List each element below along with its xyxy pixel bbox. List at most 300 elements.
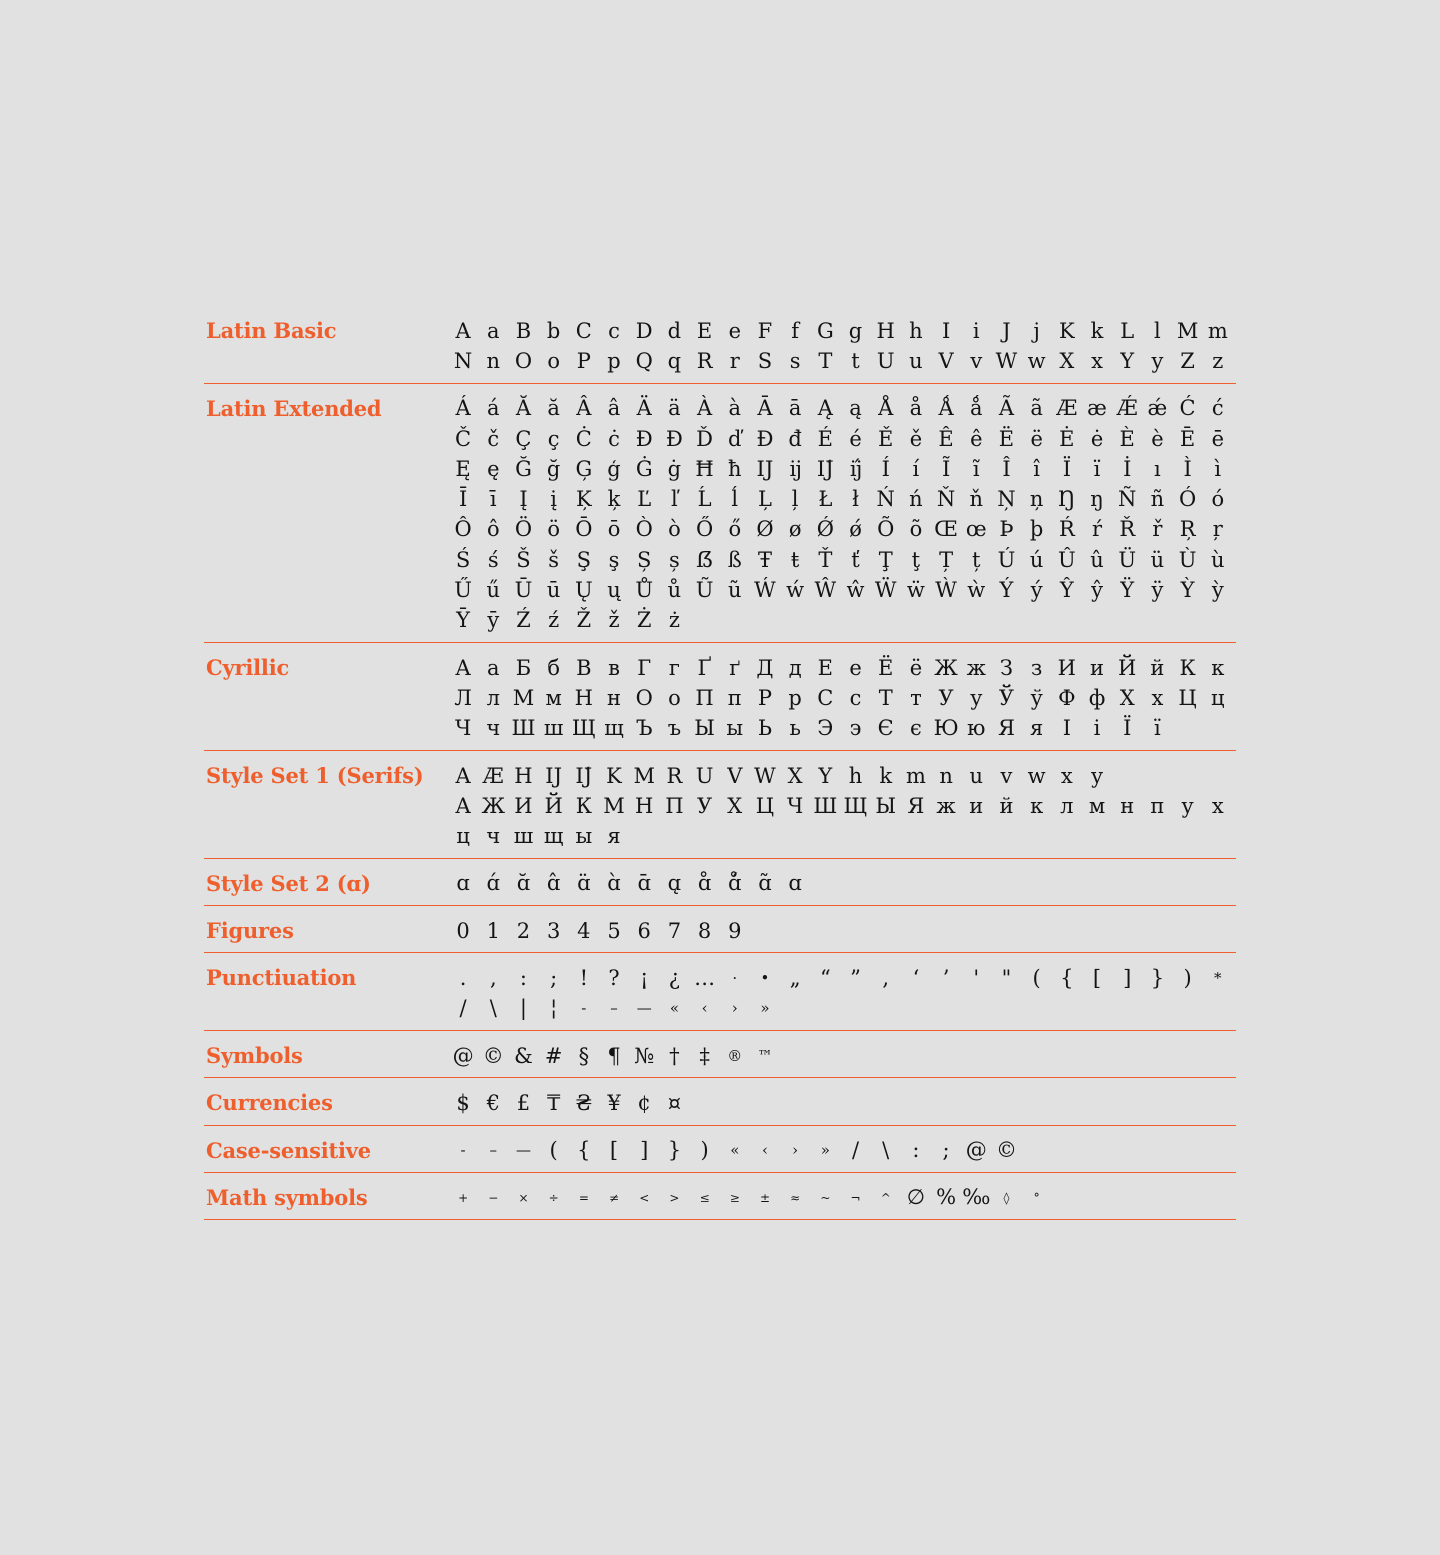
glyph: U bbox=[695, 763, 714, 788]
glyph: ċ bbox=[608, 426, 620, 451]
glyph: 5 bbox=[607, 918, 621, 943]
glyph: } bbox=[1150, 965, 1165, 990]
section-label: Figures bbox=[206, 918, 294, 944]
glyph: M bbox=[1176, 318, 1199, 343]
glyph: Ц bbox=[755, 793, 775, 818]
glyph: : bbox=[519, 965, 527, 990]
glyph: Ì bbox=[1183, 456, 1192, 481]
glyph: ь bbox=[789, 716, 801, 741]
glyph: Î bbox=[1002, 456, 1011, 481]
glyph: Ō bbox=[575, 517, 593, 542]
glyph: – bbox=[610, 999, 618, 1018]
glyph: Ё bbox=[878, 655, 894, 680]
glyph: { bbox=[1060, 965, 1074, 990]
glyph: % bbox=[936, 1185, 957, 1210]
glyph: К bbox=[575, 793, 592, 818]
glyph: V bbox=[727, 763, 743, 788]
glyph: я bbox=[607, 824, 621, 849]
glyph: ŗ bbox=[1212, 517, 1223, 542]
glyph: ◊ bbox=[1003, 1190, 1010, 1205]
glyph: › bbox=[731, 999, 738, 1018]
glyph: Д bbox=[756, 655, 774, 680]
glyph: ÷ bbox=[548, 1190, 559, 1205]
glyph: Ö bbox=[514, 517, 533, 542]
glyph: ŵ bbox=[846, 578, 865, 603]
glyph: Ľ bbox=[637, 487, 652, 512]
section-style-set-1-serifs bbox=[204, 751, 1236, 859]
glyph: ĳ bbox=[789, 456, 801, 481]
glyph: á bbox=[487, 396, 500, 421]
glyph: ш bbox=[543, 716, 564, 741]
glyph: ₴ bbox=[575, 1090, 593, 1115]
glyph: ê bbox=[970, 426, 983, 451]
glyph: Э bbox=[817, 716, 834, 741]
glyph: й bbox=[999, 793, 1014, 818]
glyph: « bbox=[730, 1141, 740, 1160]
glyph: đ bbox=[788, 426, 802, 451]
glyph: É bbox=[817, 426, 834, 451]
glyph: ɑ̊́ bbox=[728, 871, 742, 896]
glyph: я bbox=[1030, 716, 1044, 741]
glyph: ż bbox=[668, 608, 680, 633]
glyph: К bbox=[1179, 655, 1196, 680]
glyph: D bbox=[635, 318, 653, 343]
glyph-grid bbox=[448, 963, 1236, 1024]
glyph: A bbox=[455, 763, 471, 788]
glyph: ] bbox=[1123, 965, 1132, 990]
glyph: Ї bbox=[1123, 716, 1132, 741]
glyph: H bbox=[514, 763, 533, 788]
glyph: Ф bbox=[1058, 685, 1076, 710]
glyph: ß bbox=[727, 547, 742, 572]
glyph: I bbox=[941, 318, 951, 343]
glyph: Я bbox=[997, 716, 1015, 741]
glyph: ¬ bbox=[850, 1190, 861, 1205]
glyph: . bbox=[459, 965, 467, 990]
glyph: v bbox=[1000, 763, 1013, 788]
glyph: à bbox=[728, 396, 742, 421]
glyph: 8 bbox=[697, 918, 712, 943]
glyph: … bbox=[694, 965, 716, 990]
glyph: U bbox=[876, 348, 895, 373]
section-label: Currencies bbox=[206, 1090, 333, 1116]
glyph: W bbox=[995, 348, 1018, 373]
glyph: Ŷ bbox=[1059, 578, 1074, 603]
glyph: Ў bbox=[998, 685, 1015, 710]
glyph: Ř bbox=[1119, 517, 1136, 542]
glyph: ¥ bbox=[607, 1090, 621, 1115]
glyph: v bbox=[970, 348, 983, 373]
glyph: W bbox=[754, 763, 776, 788]
glyph: Щ bbox=[843, 793, 868, 818]
glyph: х bbox=[1151, 685, 1164, 710]
glyph: ō bbox=[607, 517, 621, 542]
glyph: u bbox=[909, 348, 923, 373]
glyph: ī bbox=[489, 487, 497, 512]
glyph: з bbox=[1030, 655, 1043, 680]
glyph: ɑ̃ bbox=[758, 871, 772, 896]
glyph: Ý bbox=[999, 578, 1014, 603]
glyph: Ж bbox=[934, 655, 958, 680]
glyph: Х bbox=[727, 793, 743, 818]
glyph: » bbox=[760, 999, 770, 1018]
glyph: Ĳ́ bbox=[575, 763, 593, 788]
section-punctiuation bbox=[204, 953, 1236, 1031]
glyph: ≈ bbox=[790, 1190, 801, 1205]
glyph: C bbox=[575, 318, 592, 343]
section-figures bbox=[204, 906, 1236, 953]
glyph: w bbox=[1027, 763, 1046, 788]
glyph: ) bbox=[700, 1138, 709, 1163]
glyph: Ș bbox=[637, 547, 652, 572]
section-latin-basic bbox=[204, 308, 1236, 384]
glyph: G bbox=[816, 318, 834, 343]
glyph: ő bbox=[728, 517, 742, 542]
glyph: ẁ bbox=[967, 578, 986, 603]
glyph: l bbox=[1154, 318, 1161, 343]
glyph: н bbox=[1120, 793, 1135, 818]
glyph: г bbox=[668, 655, 680, 680]
glyph-grid bbox=[448, 394, 1236, 636]
glyph: Á bbox=[455, 396, 471, 421]
glyph: е bbox=[849, 655, 862, 680]
glyph: T bbox=[818, 348, 833, 373]
glyph: " bbox=[1001, 965, 1012, 990]
glyph: ≤ bbox=[699, 1190, 710, 1205]
glyph: ў bbox=[1030, 685, 1043, 710]
glyph: X bbox=[1059, 348, 1075, 373]
glyph: Ț bbox=[939, 547, 954, 572]
glyph: é bbox=[849, 426, 862, 451]
glyph: B bbox=[515, 318, 532, 343]
glyph: å bbox=[909, 396, 923, 421]
glyph: # bbox=[544, 1043, 563, 1068]
glyph: ž bbox=[608, 608, 620, 633]
glyph: Ò bbox=[635, 517, 653, 542]
glyph: { bbox=[577, 1138, 591, 1163]
glyph: Г bbox=[637, 655, 652, 680]
glyph: Ŧ bbox=[757, 547, 772, 572]
glyph: ŋ bbox=[1090, 487, 1104, 512]
glyph: K bbox=[606, 763, 622, 788]
glyph: ý bbox=[1030, 578, 1043, 603]
glyph: Ĩ bbox=[941, 456, 951, 481]
glyph: ɑ̄ bbox=[637, 871, 651, 896]
glyph: ē bbox=[1211, 426, 1224, 451]
glyph: П bbox=[665, 793, 684, 818]
section-label: Case-sensitive bbox=[206, 1137, 371, 1163]
glyph: ‡ bbox=[699, 1043, 710, 1068]
glyph: х bbox=[1211, 793, 1224, 818]
glyph-grid bbox=[448, 1136, 1236, 1166]
glyph: Ù bbox=[1178, 547, 1197, 572]
glyph bbox=[1142, 761, 1172, 791]
glyph: щ bbox=[543, 824, 564, 849]
glyph: ķ bbox=[607, 487, 621, 512]
glyph: ґ bbox=[729, 655, 741, 680]
glyph: ğ bbox=[546, 456, 561, 481]
glyph: Ы bbox=[694, 716, 715, 741]
glyph: ť bbox=[851, 547, 860, 572]
glyph: : bbox=[912, 1138, 920, 1163]
glyph: ) bbox=[1183, 965, 1192, 990]
glyph: Y bbox=[1120, 348, 1135, 373]
glyph: ń bbox=[909, 487, 923, 512]
glyph: Ħ bbox=[695, 456, 714, 481]
glyph: + bbox=[458, 1190, 469, 1205]
glyph: h bbox=[848, 763, 863, 788]
glyph: g bbox=[848, 318, 863, 343]
glyph: − bbox=[488, 1190, 499, 1205]
glyph: Е bbox=[817, 655, 834, 680]
glyph bbox=[1203, 761, 1233, 791]
glyph: ( bbox=[549, 1138, 558, 1163]
glyph: ė bbox=[1090, 426, 1104, 451]
glyph: © bbox=[995, 1138, 1017, 1163]
glyph: ā bbox=[788, 396, 802, 421]
glyph: • bbox=[760, 968, 770, 987]
glyph: 0 bbox=[456, 918, 470, 943]
glyph: о bbox=[668, 685, 681, 710]
glyph: А bbox=[455, 655, 472, 680]
glyph: ¶ bbox=[607, 1043, 621, 1068]
glyph: Č bbox=[455, 426, 472, 451]
glyph: ä bbox=[668, 396, 681, 421]
glyph: Ȳ bbox=[456, 608, 471, 633]
glyph: ỳ bbox=[1211, 578, 1224, 603]
glyph: ¦ bbox=[550, 996, 558, 1021]
glyph: ж bbox=[936, 793, 956, 818]
glyph: ! bbox=[579, 965, 589, 990]
glyph: Т bbox=[878, 685, 893, 710]
glyph-grid bbox=[448, 1041, 1236, 1071]
glyph: Ţ bbox=[878, 547, 893, 572]
glyph: Þ bbox=[999, 517, 1014, 542]
glyph: 1 bbox=[486, 918, 500, 943]
glyph: m bbox=[905, 763, 926, 788]
glyph: ” bbox=[850, 965, 861, 990]
glyph: ; bbox=[550, 965, 558, 990]
glyph: Ŵ bbox=[814, 578, 837, 603]
glyph-grid bbox=[448, 869, 1236, 899]
glyph: E bbox=[696, 318, 713, 343]
glyph: â bbox=[607, 396, 621, 421]
glyph: Û bbox=[1057, 547, 1076, 572]
glyph: o bbox=[547, 348, 560, 373]
glyph: ą bbox=[849, 396, 862, 421]
glyph: ÿ bbox=[1151, 578, 1164, 603]
glyph: Å bbox=[878, 396, 894, 421]
glyph: / bbox=[459, 996, 467, 1021]
glyph: A bbox=[455, 318, 471, 343]
glyph: Y bbox=[818, 763, 833, 788]
glyph: Щ bbox=[571, 716, 596, 741]
glyph: k bbox=[1090, 318, 1104, 343]
glyph: — bbox=[515, 1141, 531, 1160]
glyph: ẅ bbox=[906, 578, 925, 603]
glyph: < bbox=[639, 1190, 650, 1205]
glyph: e bbox=[728, 318, 741, 343]
glyph: ù bbox=[1211, 547, 1225, 572]
glyph: ç bbox=[547, 426, 560, 451]
glyph: † bbox=[669, 1043, 680, 1068]
glyph: Н bbox=[574, 685, 593, 710]
glyph: ¢ bbox=[637, 1090, 651, 1115]
glyph: Ą bbox=[817, 396, 833, 421]
glyph: Ū bbox=[514, 578, 533, 603]
section-symbols bbox=[204, 1031, 1236, 1078]
glyph: ю bbox=[967, 716, 986, 741]
glyph: - bbox=[460, 1141, 466, 1160]
glyph: — bbox=[636, 999, 652, 1018]
glyph: © bbox=[482, 1043, 504, 1068]
glyph: ć bbox=[1211, 396, 1224, 421]
glyph: Ĳ́ bbox=[816, 456, 834, 481]
glyph: ļ bbox=[791, 487, 799, 512]
glyph: ɑ̂ bbox=[546, 871, 561, 896]
glyph: Ẅ bbox=[874, 578, 897, 603]
glyph: i bbox=[972, 318, 980, 343]
glyph: ġ bbox=[667, 456, 682, 481]
glyph: w bbox=[1027, 348, 1046, 373]
glyph: R bbox=[666, 763, 683, 788]
glyph: ħ bbox=[728, 456, 742, 481]
glyph: x bbox=[1091, 348, 1103, 373]
glyph: > bbox=[669, 1190, 680, 1205]
glyph: Ű bbox=[454, 578, 472, 603]
glyph: Ш bbox=[813, 793, 838, 818]
glyph bbox=[1173, 761, 1203, 791]
glyph: І bbox=[1062, 716, 1071, 741]
glyph: | bbox=[519, 996, 527, 1021]
glyph: - bbox=[581, 999, 587, 1018]
glyph: п bbox=[727, 685, 742, 710]
glyph: ǻ bbox=[970, 396, 983, 421]
glyph: ц bbox=[1211, 685, 1225, 710]
glyph: и bbox=[1090, 655, 1105, 680]
glyph: h bbox=[909, 318, 923, 343]
glyph: Æ bbox=[1056, 396, 1078, 421]
glyph: n bbox=[486, 348, 501, 373]
glyph: ɑ̊ bbox=[697, 871, 712, 896]
glyph: ¿ bbox=[668, 965, 681, 990]
glyph: Р bbox=[757, 685, 773, 710]
glyph: “ bbox=[819, 965, 831, 990]
glyph: Í bbox=[881, 456, 890, 481]
glyph: Б bbox=[515, 655, 532, 680]
glyph: Æ bbox=[482, 763, 504, 788]
glyph: § bbox=[578, 1043, 590, 1068]
glyph: ţ bbox=[911, 547, 921, 572]
glyph: Ğ bbox=[515, 456, 532, 481]
glyph: q bbox=[667, 348, 682, 373]
glyph: ŷ bbox=[1091, 578, 1103, 603]
glyph: Ď bbox=[696, 426, 714, 451]
glyph: Ê bbox=[938, 426, 954, 451]
glyph: ’ bbox=[942, 965, 950, 990]
glyph: ч bbox=[486, 716, 501, 741]
glyph: є bbox=[910, 716, 922, 741]
glyph: Ň bbox=[936, 487, 956, 512]
glyph: í bbox=[912, 456, 920, 481]
glyph: @ bbox=[965, 1138, 987, 1163]
glyph: ď bbox=[728, 426, 742, 451]
section-label: Style Set 2 (ɑ) bbox=[206, 870, 371, 896]
glyph: м bbox=[1088, 793, 1106, 818]
glyph: Ð bbox=[635, 426, 653, 451]
glyph: Ú bbox=[997, 547, 1016, 572]
glyph: Ę bbox=[455, 456, 471, 481]
glyph: Ç bbox=[515, 426, 532, 451]
section-label: Latin Extended bbox=[206, 395, 382, 421]
glyph: С bbox=[817, 685, 834, 710]
section-currencies bbox=[204, 1078, 1236, 1125]
glyph: ± bbox=[759, 1190, 770, 1205]
glyph: З bbox=[999, 655, 1014, 680]
glyph: æ bbox=[1087, 396, 1107, 421]
glyph: У bbox=[938, 685, 954, 710]
glyph: \ bbox=[489, 996, 497, 1021]
glyph: Ģ bbox=[575, 456, 593, 481]
glyph: П bbox=[695, 685, 714, 710]
glyph: ş bbox=[608, 547, 620, 572]
glyph: R bbox=[696, 348, 713, 373]
glyph: Ъ bbox=[635, 716, 653, 741]
glyph: Ж bbox=[481, 793, 506, 818]
glyph: У bbox=[697, 793, 713, 818]
glyph: Ś bbox=[455, 547, 471, 572]
glyph-grid bbox=[448, 1088, 1236, 1118]
glyph: , bbox=[489, 965, 497, 990]
glyph: u bbox=[969, 763, 984, 788]
glyph: P bbox=[576, 348, 591, 373]
glyph: p bbox=[607, 348, 621, 373]
glyph: ö bbox=[547, 517, 560, 542]
glyph: М bbox=[603, 793, 625, 818]
glyph: Ø bbox=[756, 517, 774, 542]
glyph: İ bbox=[1123, 456, 1132, 481]
glyph: V bbox=[938, 348, 954, 373]
glyph: й bbox=[1150, 655, 1165, 680]
glyph: ă bbox=[547, 396, 560, 421]
glyph: Ÿ bbox=[1120, 578, 1135, 603]
glyph: Ц bbox=[1178, 685, 1197, 710]
glyph: Ž bbox=[576, 608, 592, 633]
glyph: Â bbox=[576, 396, 592, 421]
glyph: Ĳ bbox=[545, 763, 563, 788]
glyph: ũ bbox=[728, 578, 742, 603]
glyph: ľ bbox=[671, 487, 678, 512]
glyph: › bbox=[792, 1141, 799, 1160]
glyph: О bbox=[635, 685, 653, 710]
glyph: ú bbox=[1029, 547, 1044, 572]
glyph: j bbox=[1033, 318, 1040, 343]
glyph: ü bbox=[1150, 547, 1165, 572]
glyph: À bbox=[697, 396, 713, 421]
glyph: K bbox=[1058, 318, 1075, 343]
glyph: ɑ bbox=[788, 871, 802, 896]
glyph: н bbox=[607, 685, 622, 710]
glyph: Ż bbox=[636, 608, 652, 633]
glyph: ¡ bbox=[639, 965, 649, 990]
glyph: т bbox=[910, 685, 922, 710]
glyph: Ä bbox=[636, 396, 652, 421]
glyph-grid bbox=[448, 653, 1236, 744]
glyph: M bbox=[633, 763, 655, 788]
glyph: š bbox=[548, 547, 560, 572]
glyph: Ũ bbox=[695, 578, 714, 603]
glyph: 3 bbox=[546, 918, 561, 943]
